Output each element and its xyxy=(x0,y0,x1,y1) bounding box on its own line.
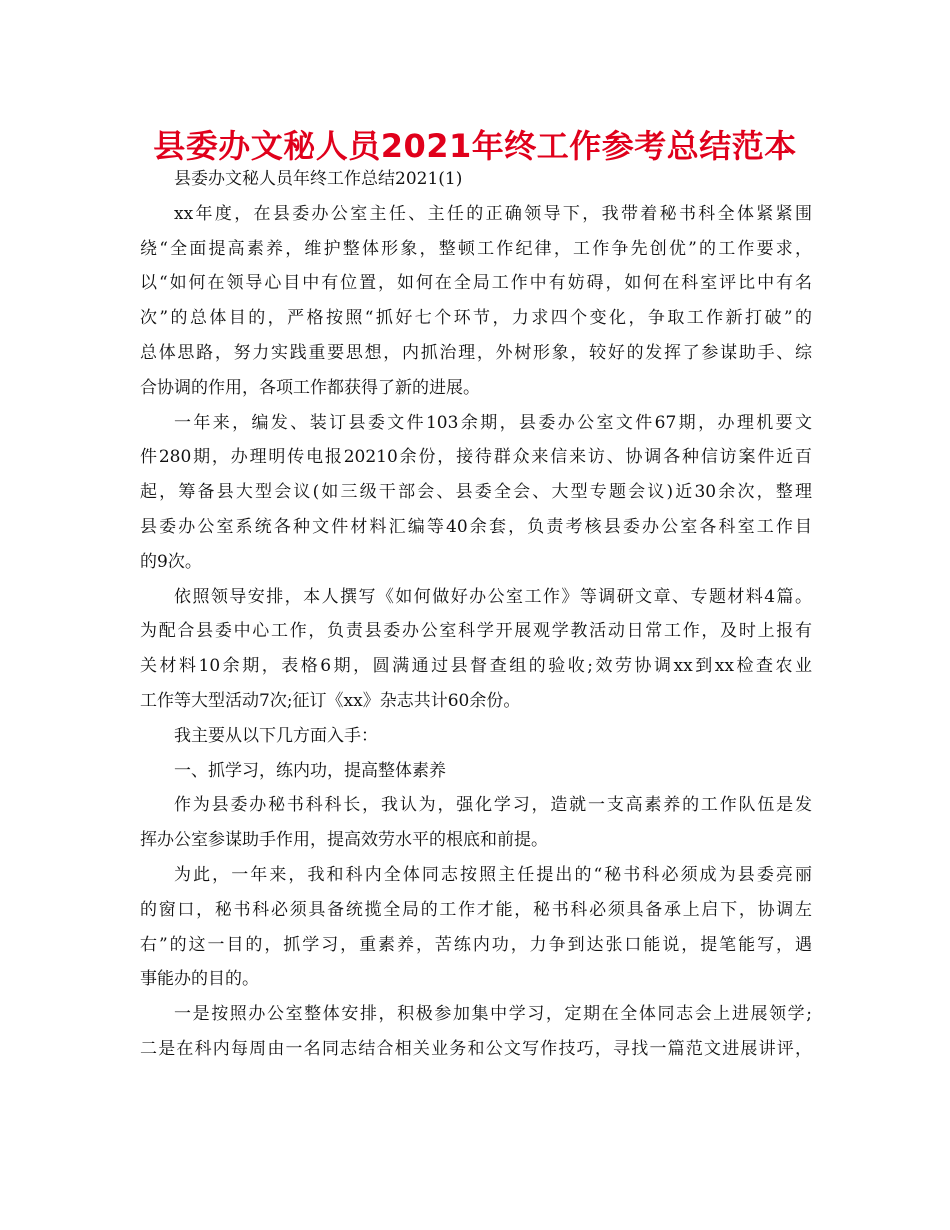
body-line: 为配合县委中心工作，负责县委办公室科学开展观学教活动日常工作，及时上报有 xyxy=(140,621,812,642)
body-line: 件280期，办理明传电报20210余份，接待群众来信来访、协调各种信访案件近百 xyxy=(140,447,812,468)
body-line: 事能办的目的。 xyxy=(140,969,259,990)
body-line: 一年来，编发、装订县委文件103余期，县委办公室文件67期，办理机要文 xyxy=(174,412,812,433)
body-line: 总体思路，努力实践重要思想，内抓治理，外树形象，较好的发挥了参谋助手、综 xyxy=(140,342,812,363)
body-line: 依照领导安排，本人撰写《如何做好办公室工作》等调研文章、专题材料4篇。 xyxy=(174,586,812,607)
body-line: 关材料10余期，表格6期，圆满通过县督查组的验收;效劳协调xx到xx检查农业 xyxy=(140,656,812,677)
body-line: 的窗口，秘书科必须具备统揽全局的工作才能，秘书科必须具备承上启下，协调左 xyxy=(140,899,812,920)
body-line: 为此，一年来，我和科内全体同志按照主任提出的“秘书科必须成为县委亮丽 xyxy=(174,864,812,885)
body-line: 绕“全面提高素养，维护整体形象，整顿工作纪律，工作争先创优”的工作要求， xyxy=(140,238,812,259)
body-line: 一、抓学习，练内功，提高整体素养 xyxy=(174,760,446,781)
body-line: 次”的总体目的，严格按照“抓好七个环节，力求四个变化，争取工作新打破”的 xyxy=(140,308,812,329)
body-line: 工作等大型活动7次;征订《xx》杂志共计60余份。 xyxy=(140,690,521,711)
body-line: 合协调的作用，各项工作都获得了新的进展。 xyxy=(140,377,480,398)
body-line: 县委办文秘人员年终工作总结2021(1) xyxy=(174,169,463,189)
body-line: 的9次。 xyxy=(140,551,202,572)
document-title: 县委办文秘人员2021年终工作参考总结范本 xyxy=(153,127,797,165)
body-line: 起，筹备县大型会议(如三级干部会、县委全会、大型专题会议)近30余次，整理 xyxy=(140,482,812,503)
body-line: 二是在科内每周由一名同志结合相关业务和公文写作技巧，寻找一篇范文进展讲评， xyxy=(140,1038,812,1059)
body-line: 右”的这一目的，抓学习，重素养，苦练内功，力争到达张口能说，提笔能写，遇 xyxy=(140,934,812,955)
body-line: 作为县委办秘书科科长，我认为，强化学习，造就一支高素养的工作队伍是发 xyxy=(174,795,812,816)
body-line: 以“如何在领导心目中有位置，如何在全局工作中有妨碍，如何在科室评比中有名 xyxy=(140,273,812,294)
body-line: 一是按照办公室整体安排，积极参加集中学习，定期在全体同志会上进展领学; xyxy=(174,1004,812,1025)
body-line: 我主要从以下几方面入手： xyxy=(174,725,378,746)
body-line: xx年度，在县委办公室主任、主任的正确领导下，我带着秘书科全体紧紧围 xyxy=(174,203,812,224)
document-body xyxy=(140,162,812,1067)
body-line: 县委办公室系统各种文件材料汇编等40余套，负责考核县委办公室各科室工作目 xyxy=(140,516,812,537)
body-line: 挥办公室参谋助手作用，提高效劳水平的根底和前提。 xyxy=(140,830,548,851)
